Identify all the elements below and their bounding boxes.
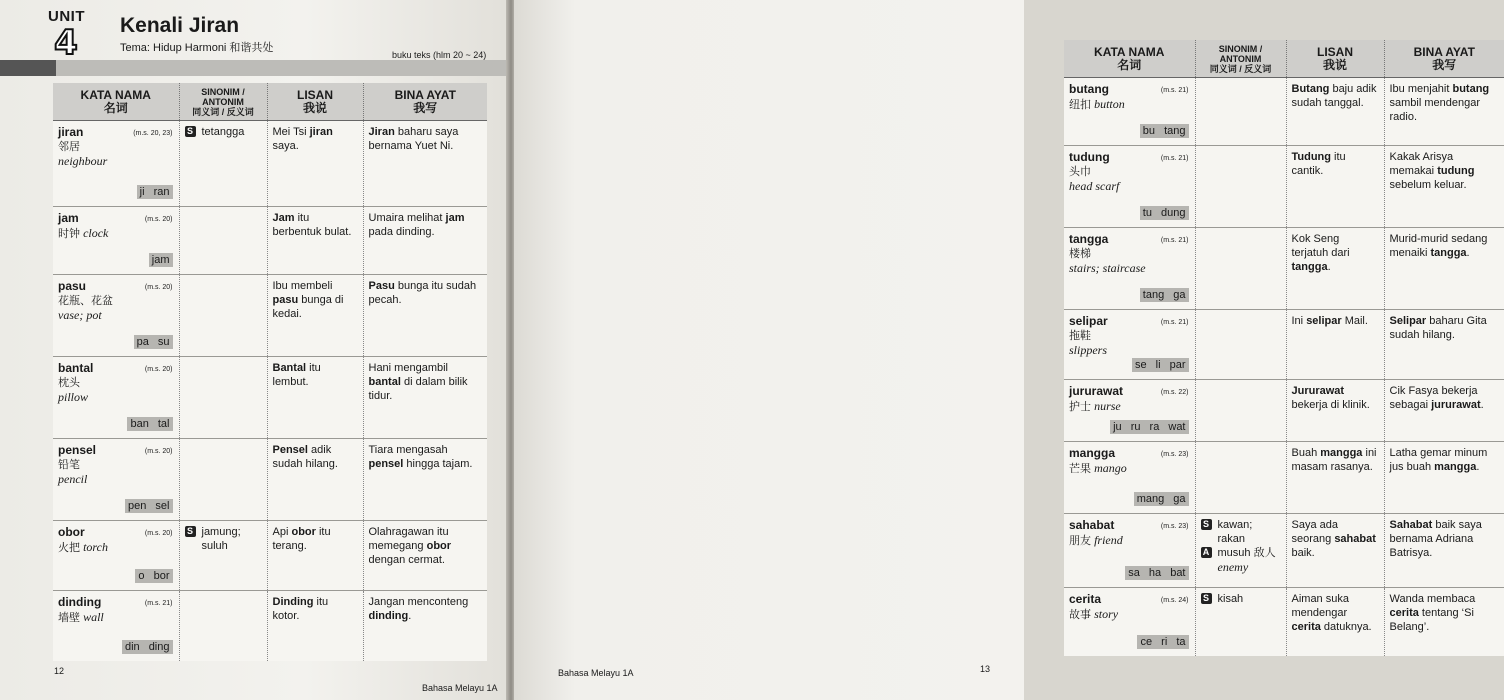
chinese-translation: 楼梯 [1069, 248, 1091, 260]
table-row [53, 521, 487, 591]
page-ref: (m.s. 20) [144, 366, 173, 373]
english-translation: slippers [1069, 343, 1108, 357]
page-number-right: 13 [980, 664, 991, 674]
english-translation: wall [83, 610, 104, 624]
lisan-cell: Mei Tsi jiran saya. [267, 121, 363, 207]
word-cell [53, 275, 179, 357]
word: bantal [58, 361, 94, 375]
syllables: ban tal [127, 417, 172, 431]
lisan-cell: Dinding itu kotor. [267, 591, 363, 661]
synonym-text: tetangga [201, 126, 245, 138]
page-ref: (m.s. 21) [1160, 319, 1189, 326]
bina-ayat-cell: Latha gemar minum jus buah mangga. [1384, 442, 1504, 514]
page-ref: (m.s. 21) [1160, 155, 1189, 162]
synonym-cell [179, 275, 267, 357]
lisan-cell: Butang baju adik sudah tanggal. [1286, 78, 1384, 146]
syllables: pen sel [125, 499, 172, 513]
synonym-cell [1195, 514, 1286, 588]
word: butang [1069, 82, 1109, 96]
col-header-bina-ayat: BINA AYAT 我写 [363, 83, 487, 121]
page-ref: (m.s. 20, 23) [133, 130, 173, 137]
syllables: tu dung [1140, 206, 1189, 220]
col-header-sinonim: SINONIM / ANTONIM 同义词 / 反义词 [1195, 40, 1286, 78]
word: tudung [1069, 150, 1110, 164]
chinese-translation: 芒果 [1069, 463, 1091, 475]
bina-ayat-cell: Jiran baharu saya bernama Yuet Ni. [363, 121, 487, 207]
word: jururawat [1069, 384, 1124, 398]
table-row [53, 121, 487, 207]
lisan-cell: Bantal itu lembut. [267, 357, 363, 439]
syllables: bu tang [1140, 124, 1189, 138]
bina-ayat-cell: Sahabat baik saya bernama Adriana Batrisya. [1384, 514, 1504, 588]
synonym-cell [1195, 78, 1286, 146]
word: obor [58, 525, 85, 539]
synonym-text: jamung; suluh [201, 526, 241, 552]
english-translation: button [1094, 97, 1125, 111]
english-translation: nurse [1094, 399, 1121, 413]
bina-ayat-cell: Murid-murid sedang menaiki tangga. [1384, 228, 1504, 310]
lisan-cell: Jam itu berbentuk bulat. [267, 207, 363, 275]
word-cell [1064, 380, 1195, 442]
page-ref: (m.s. 20) [144, 284, 173, 291]
chinese-translation: 头巾 [1069, 166, 1091, 178]
syllables: ce ri ta [1137, 635, 1188, 649]
page-ref: (m.s. 24) [1160, 597, 1189, 604]
page-ref: (m.s. 21) [1160, 87, 1189, 94]
lisan-cell: Saya ada seorang sahabat baik. [1286, 514, 1384, 588]
synonym-badge-icon: S [185, 526, 196, 537]
synonym-cell [179, 357, 267, 439]
synonym-badge-icon: S [1201, 519, 1212, 530]
word-cell [1064, 588, 1195, 656]
syllables: sa ha bat [1125, 566, 1188, 580]
table-row [1064, 310, 1504, 380]
synonym-text: kisah [1217, 593, 1244, 605]
bina-ayat-cell: Jangan menconteng dinding. [368, 596, 469, 622]
syllables: tang ga [1140, 288, 1189, 302]
antonym-english: enemy [1217, 560, 1249, 574]
word-cell [1064, 310, 1195, 380]
synonym-cell [179, 521, 267, 591]
col-header-kata-nama: KATA NAMA 名词 [1064, 40, 1195, 78]
word-cell [53, 357, 179, 439]
bina-ayat-cell: Pasu bunga itu sudah pecah. [363, 275, 487, 357]
page-number-left: 12 [54, 666, 65, 676]
table-row [1064, 146, 1504, 228]
word: sahabat [1069, 518, 1115, 532]
book-title-footer-left: Bahasa Melayu 1A [422, 683, 498, 693]
english-translation: pillow [58, 390, 89, 404]
english-translation: neighbour [58, 154, 108, 168]
syllables: din ding [122, 640, 173, 654]
theme-subtitle: Tema: Hidup Harmoni 和谐共处 [120, 42, 274, 54]
word-cell [1064, 442, 1195, 514]
word: jiran [58, 125, 84, 139]
page-ref: (m.s. 20) [144, 448, 173, 455]
word: cerita [1069, 592, 1102, 606]
page-ref: (m.s. 23) [1160, 523, 1189, 530]
word-cell [1064, 514, 1195, 588]
table-row [1064, 380, 1504, 442]
lisan-cell: Kok Seng terjatuh dari tangga. [1286, 228, 1384, 310]
lisan-cell: Buah mangga ini masam rasanya. [1286, 442, 1384, 514]
word: selipar [1069, 314, 1108, 328]
page-ref: (m.s. 20) [144, 530, 173, 537]
col-header-lisan: LISAN 我说 [267, 83, 363, 121]
english-translation: torch [83, 540, 108, 554]
syllables: se li par [1132, 358, 1189, 372]
lisan-cell: Ini selipar Mail. [1286, 310, 1384, 380]
chinese-translation: 拖鞋 [1069, 330, 1091, 342]
chinese-translation: 邻居 [58, 141, 80, 153]
lisan-cell: Jururawat bekerja di klinik. [1286, 380, 1384, 442]
col-header-sinonim: SINONIM / ANTONIM 同义词 / 反义词 [179, 83, 267, 121]
english-translation: pencil [58, 472, 88, 486]
chinese-translation: 纽扣 [1069, 99, 1091, 111]
page-ref: (m.s. 21) [1160, 237, 1189, 244]
synonym-badge-icon: S [1201, 593, 1212, 604]
syllables: ju ru ra wat [1110, 420, 1188, 434]
lisan-cell: Aiman suka mendengar cerita datuknya. [1286, 588, 1384, 656]
page-ref: (m.s. 20) [144, 216, 173, 223]
synonym-cell [1195, 228, 1286, 310]
synonym-cell [1195, 588, 1286, 656]
bina-ayat-cell: Selipar baharu Gita sudah hilang. [1384, 310, 1504, 380]
table-row [53, 275, 487, 357]
chinese-translation: 墙壁 [58, 612, 80, 624]
synonym-badge-icon: S [185, 126, 196, 137]
bina-ayat-cell: Ibu menjahit butang sambil mendengar radio. [1384, 78, 1504, 146]
syllables: jam [149, 253, 173, 267]
table-row [1064, 78, 1504, 146]
table-row [1064, 588, 1504, 656]
right-page [514, 0, 1490, 700]
synonym-cell [179, 439, 267, 521]
bina-ayat-cell: Olahragawan itu memegang obor dengan cermat. [363, 521, 487, 591]
chinese-translation: 火把 [58, 542, 80, 554]
chinese-translation: 护士 [1069, 401, 1091, 413]
chinese-translation: 铅笔 [58, 459, 80, 471]
vocabulary-table-right [1064, 40, 1504, 656]
english-translation: clock [83, 226, 109, 240]
lisan-cell: Tudung itu cantik. [1286, 146, 1384, 228]
synonym-cell [179, 591, 267, 661]
page-ref: (m.s. 23) [1160, 451, 1189, 458]
english-translation: mango [1094, 461, 1127, 475]
word: dinding [58, 595, 102, 609]
table-row [53, 439, 487, 521]
page-title: Kenali Jiran [120, 14, 240, 37]
syllables: o bor [135, 569, 172, 583]
english-translation: story [1094, 607, 1119, 621]
english-translation: head scarf [1069, 179, 1120, 193]
table-row [1064, 514, 1504, 588]
table-row [53, 357, 487, 439]
col-header-kata-nama: KATA NAMA 名词 [53, 83, 179, 121]
synonym-cell [1195, 380, 1286, 442]
lisan-cell: Pensel adik sudah hilang. [267, 439, 363, 521]
col-header-lisan: LISAN 我说 [1286, 40, 1384, 78]
synonym-cell [179, 121, 267, 207]
vocabulary-table-left [53, 83, 487, 661]
left-page [0, 0, 508, 700]
word-cell [1064, 78, 1195, 146]
word-cell [53, 591, 179, 661]
word-cell [53, 207, 179, 275]
word-cell [1064, 146, 1195, 228]
table-header-row [1064, 40, 1504, 78]
word: mangga [1069, 446, 1116, 460]
unit-label: UNIT [48, 8, 85, 25]
synonym-cell [1195, 442, 1286, 514]
word-cell [53, 439, 179, 521]
textbook-reference: buku teks (hlm 20 ~ 24) [392, 50, 487, 60]
english-translation: vase; pot [58, 308, 102, 322]
bina-ayat-cell: Hani mengambil bantal di dalam bilik tidur. [363, 357, 487, 439]
bina-ayat-cell: Tiara mengasah pensel hingga tajam. [363, 439, 487, 521]
table-row [1064, 228, 1504, 310]
word: pensel [58, 443, 97, 457]
syllables: mang ga [1134, 492, 1189, 506]
synonym-cell [1195, 310, 1286, 380]
unit-number: 4 [54, 23, 78, 63]
word: jam [58, 211, 79, 225]
unit-badge [40, 6, 110, 64]
antonym-text: musuh 敌人 [1217, 547, 1276, 559]
word-cell [53, 521, 179, 591]
chinese-translation: 时钟 [58, 228, 80, 240]
syllables: pa su [134, 335, 173, 349]
bina-ayat-cell: Cik Fasya bekerja sebagai jururawat. [1384, 380, 1504, 442]
book-title-footer-right: Bahasa Melayu 1A [558, 668, 634, 678]
english-translation: stairs; staircase [1069, 261, 1146, 275]
english-translation: friend [1094, 533, 1123, 547]
page-ref: (m.s. 21) [144, 600, 173, 607]
word-cell [53, 121, 179, 207]
chinese-translation: 故事 [1069, 609, 1091, 621]
word: pasu [58, 279, 87, 293]
page-ref: (m.s. 22) [1160, 389, 1189, 396]
chinese-translation: 花瓶、花盆 [58, 295, 113, 307]
table-row [53, 207, 487, 275]
table-header-row [53, 83, 487, 121]
col-header-bina-ayat: BINA AYAT 我写 [1384, 40, 1504, 78]
synonym-cell [179, 207, 267, 275]
chinese-translation: 枕头 [58, 377, 80, 389]
word: tangga [1069, 232, 1109, 246]
lisan-cell: Ibu membeli pasu bunga di kedai. [267, 275, 363, 357]
bina-ayat-cell: Kakak Arisya memakai tudung sebelum keluar. [1384, 146, 1504, 228]
chinese-translation: 朋友 [1069, 535, 1091, 547]
table-row [1064, 442, 1504, 514]
lisan-cell: Api obor itu terang. [267, 521, 363, 591]
bina-ayat-cell: Wanda membaca cerita tentang ‘Si Belang’. [1389, 593, 1476, 633]
bina-ayat-cell: Umaira melihat jam pada dinding. [363, 207, 487, 275]
synonym-text: kawan; rakan [1217, 519, 1253, 545]
word-cell [1064, 228, 1195, 310]
antonym-badge-icon: A [1201, 547, 1212, 558]
table-row [53, 591, 487, 661]
synonym-cell [1195, 146, 1286, 228]
syllables: ji ran [137, 185, 173, 199]
